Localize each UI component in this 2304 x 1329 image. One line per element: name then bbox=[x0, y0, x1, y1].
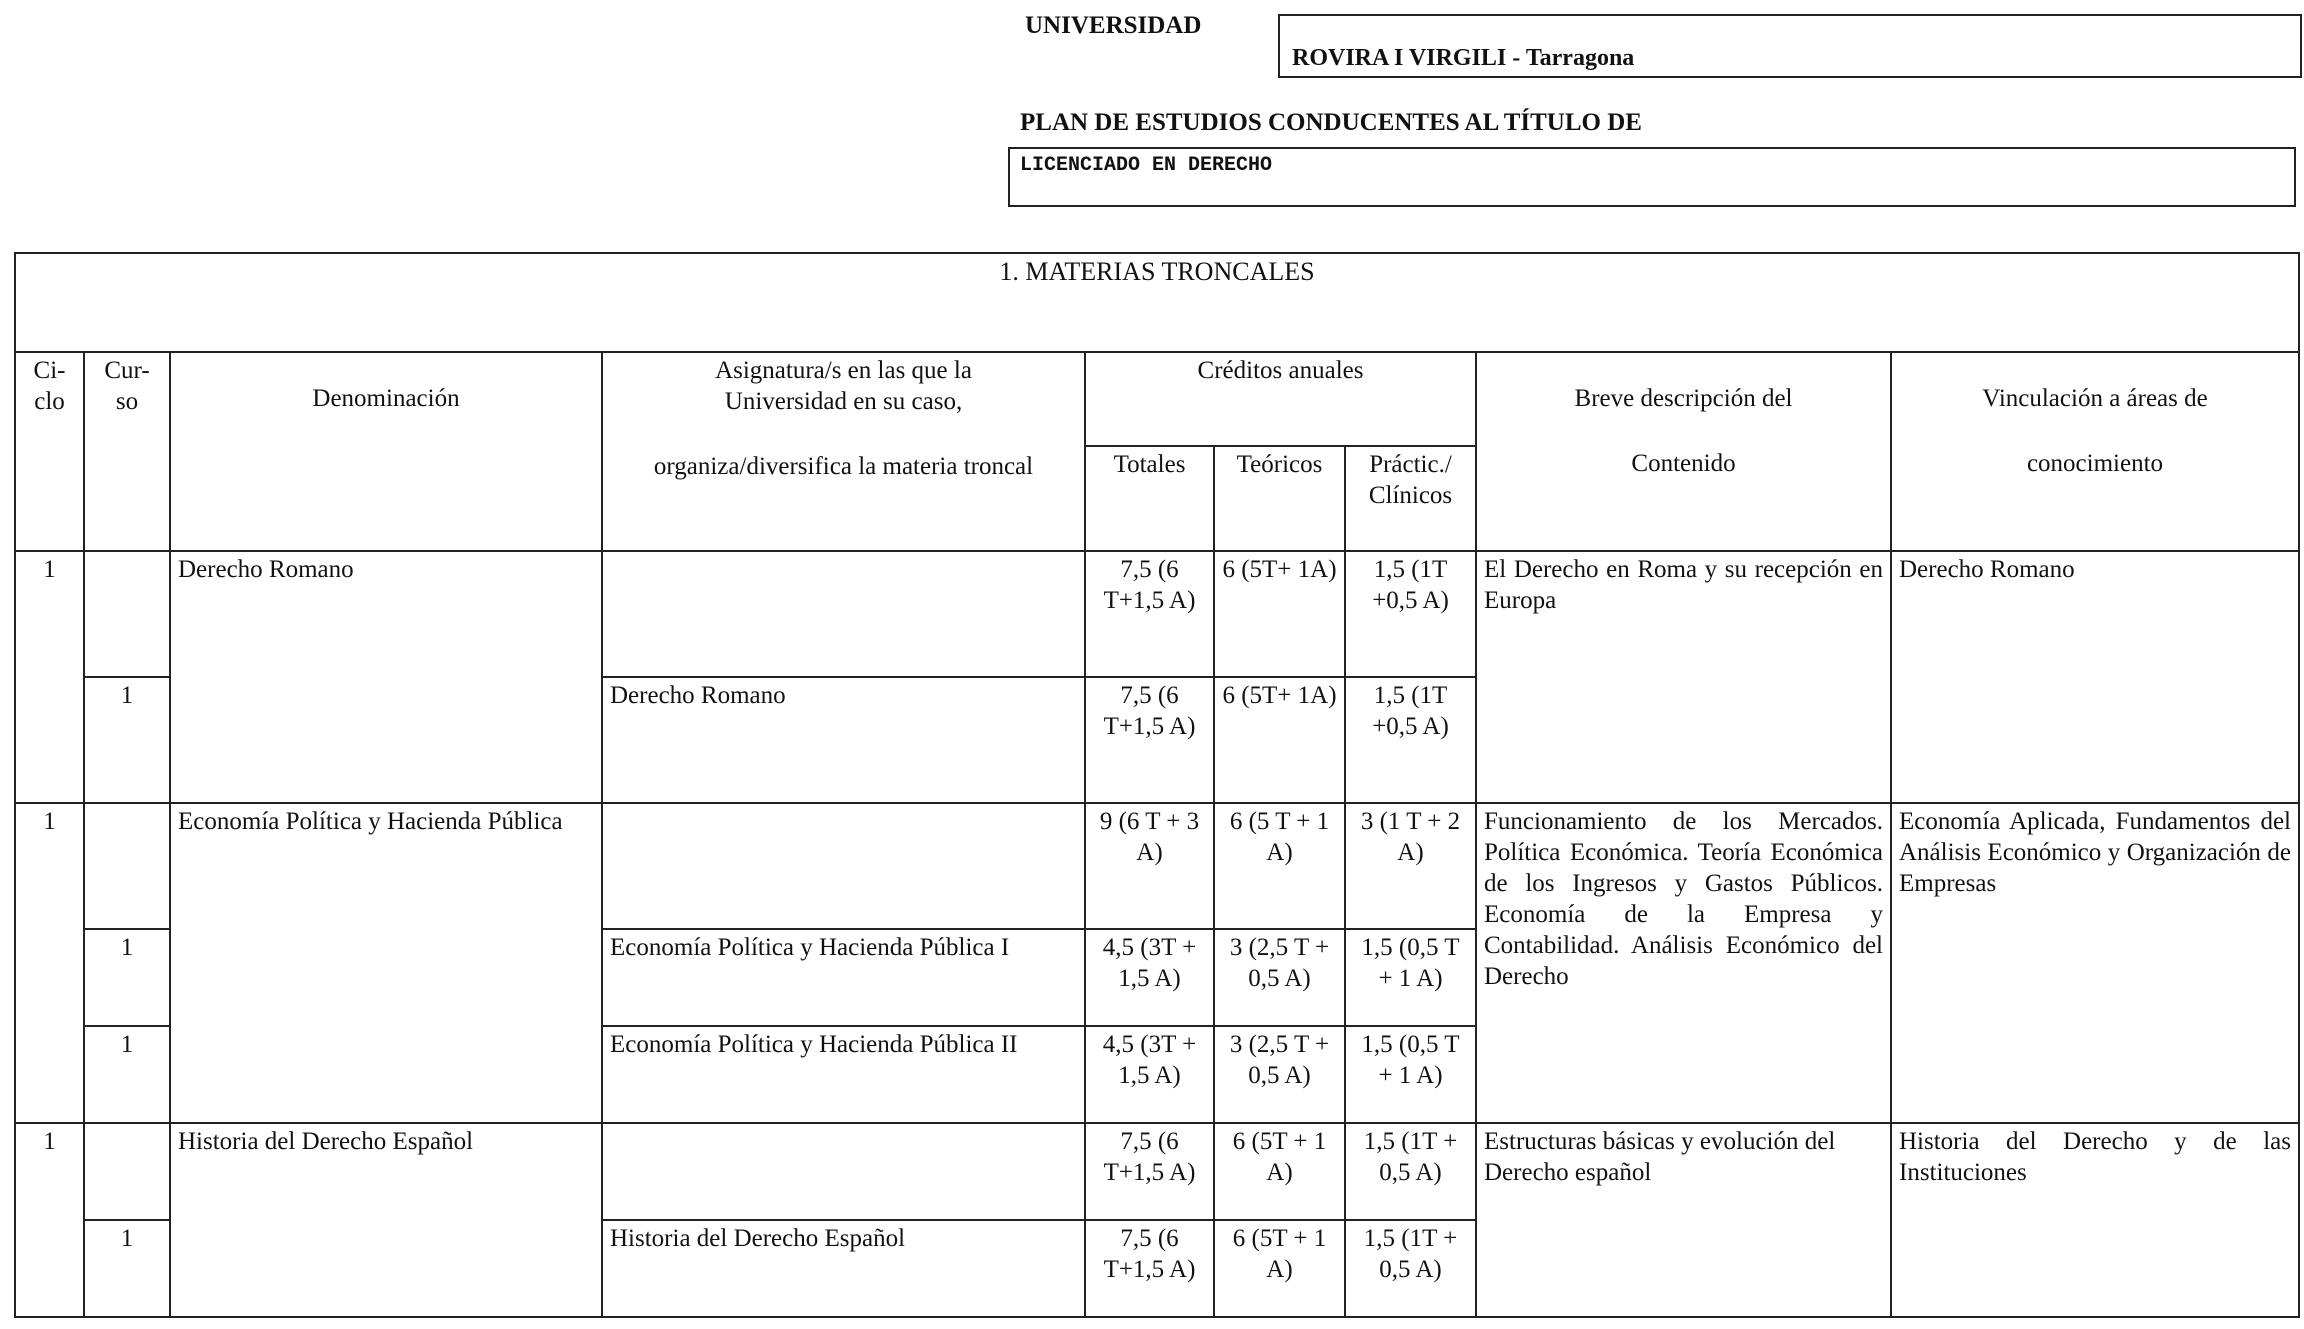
universidad-label: UNIVERSIDAD bbox=[1025, 12, 1202, 39]
denominacion-cell: Derecho Romano bbox=[170, 551, 602, 803]
materias-troncales-table bbox=[14, 252, 2300, 1318]
curso-cell: 1 bbox=[84, 677, 170, 803]
totales-cell: 4,5 (3T + 1,5 A) bbox=[1085, 1026, 1214, 1123]
totales-cell: 7,5 (6 T+1,5 A) bbox=[1085, 1123, 1214, 1220]
header-creditos: Créditos anuales bbox=[1085, 352, 1476, 446]
teoricos-cell: 6 (5 T + 1 A) bbox=[1214, 803, 1345, 929]
header-descripcion-line2: Contenido bbox=[1631, 450, 1736, 477]
ciclo-cell: 1 bbox=[15, 803, 84, 1123]
table-title: 1. MATERIAS TRONCALES bbox=[15, 253, 2299, 352]
header-denominacion: Denominación bbox=[170, 352, 602, 551]
titulo-value: LICENCIADO EN DERECHO bbox=[1020, 154, 1273, 177]
asignatura-cell bbox=[602, 803, 1085, 929]
asignatura-cell: Historia del Derecho Español bbox=[602, 1220, 1085, 1317]
header-teoricos: Teóricos bbox=[1214, 446, 1345, 551]
practicos-cell: 1,5 (1T +0,5 A) bbox=[1345, 677, 1476, 803]
header-practicos: Práctic./ Clínicos bbox=[1345, 446, 1476, 551]
curso-cell: 1 bbox=[84, 929, 170, 1026]
header-totales: Totales bbox=[1085, 446, 1214, 551]
asignatura-cell: Derecho Romano bbox=[602, 677, 1085, 803]
universidad-value: ROVIRA I VIRGILI - Tarragona bbox=[1292, 45, 1635, 71]
header-descripcion-line1: Breve descripción del bbox=[1574, 385, 1793, 412]
vinculacion-cell: Economía Aplicada, Fundamentos del Análisis Económico y Organización de Empresas bbox=[1891, 803, 2299, 1123]
teoricos-cell: 6 (5T + 1 A) bbox=[1214, 1220, 1345, 1317]
curso-cell: 1 bbox=[84, 1220, 170, 1317]
vinculacion-cell: Historia del Derecho y de las Instituciones bbox=[1891, 1123, 2299, 1317]
ciclo-cell: 1 bbox=[15, 551, 84, 803]
practicos-cell: 1,5 (1T + 0,5 A) bbox=[1345, 1123, 1476, 1220]
header-asignatura bbox=[602, 352, 1085, 551]
ciclo-cell: 1 bbox=[15, 1123, 84, 1317]
totales-cell: 9 (6 T + 3 A) bbox=[1085, 803, 1214, 929]
header-vinculacion-line1: Vinculación a áreas de bbox=[1982, 385, 2208, 412]
table-row bbox=[15, 1123, 2299, 1220]
descripcion-cell: Estructuras básicas y evolución del Derecho español bbox=[1476, 1123, 1891, 1317]
curso-cell: 1 bbox=[84, 1026, 170, 1123]
totales-cell: 4,5 (3T + 1,5 A) bbox=[1085, 929, 1214, 1026]
totales-cell: 7,5 (6 T+1,5 A) bbox=[1085, 551, 1214, 677]
header-vinculacion bbox=[1891, 352, 2299, 551]
teoricos-cell: 3 (2,5 T + 0,5 A) bbox=[1214, 929, 1345, 1026]
totales-cell: 7,5 (6 T+1,5 A) bbox=[1085, 677, 1214, 803]
curso-cell bbox=[84, 1123, 170, 1220]
teoricos-cell: 6 (5T+ 1A) bbox=[1214, 551, 1345, 677]
teoricos-cell: 6 (5T+ 1A) bbox=[1214, 677, 1345, 803]
table-row bbox=[15, 551, 2299, 677]
header-curso: Cur- so bbox=[84, 352, 170, 551]
practicos-cell: 1,5 (0,5 T + 1 A) bbox=[1345, 929, 1476, 1026]
header-ciclo: Ci- clo bbox=[15, 352, 84, 551]
table-row bbox=[15, 803, 2299, 929]
plan-label: PLAN DE ESTUDIOS CONDUCENTES AL TÍTULO DE bbox=[1020, 109, 1642, 136]
denominacion-cell: Economía Política y Hacienda Pública bbox=[170, 803, 602, 1123]
asignatura-cell bbox=[602, 1123, 1085, 1220]
descripcion-cell: El Derecho en Roma y su recepción en Europa bbox=[1476, 551, 1891, 803]
teoricos-cell: 6 (5T + 1 A) bbox=[1214, 1123, 1345, 1220]
header-descripcion bbox=[1476, 352, 1891, 551]
descripcion-cell: Funcionamiento de los Mercados. Política Económica. Teoría Económica de los Ingresos y Gastos Públicos. Economía de la Empresa y Contabilidad. Análisis Económico del Derecho bbox=[1476, 803, 1891, 1123]
asignatura-cell bbox=[602, 551, 1085, 677]
totales-cell: 7,5 (6 T+1,5 A) bbox=[1085, 1220, 1214, 1317]
header-asignatura-line2: organiza/diversifica la materia troncal bbox=[653, 453, 1034, 480]
teoricos-cell: 3 (2,5 T + 0,5 A) bbox=[1214, 1026, 1345, 1123]
practicos-cell: 1,5 (0,5 T + 1 A) bbox=[1345, 1026, 1476, 1123]
curso-cell bbox=[84, 803, 170, 929]
header-asignatura-line1: Asignatura/s en las que la Universidad en su caso, bbox=[715, 357, 972, 415]
titulo-box bbox=[1008, 147, 2296, 207]
asignatura-cell: Economía Política y Hacienda Pública I bbox=[602, 929, 1085, 1026]
practicos-cell: 3 (1 T + 2 A) bbox=[1345, 803, 1476, 929]
practicos-cell: 1,5 (1T + 0,5 A) bbox=[1345, 1220, 1476, 1317]
denominacion-cell: Historia del Derecho Español bbox=[170, 1123, 602, 1317]
asignatura-cell: Economía Política y Hacienda Pública II bbox=[602, 1026, 1085, 1123]
universidad-box bbox=[1278, 14, 2302, 78]
practicos-cell: 1,5 (1T +0,5 A) bbox=[1345, 551, 1476, 677]
header-vinculacion-line2: conocimiento bbox=[2026, 450, 2164, 477]
curso-cell bbox=[84, 551, 170, 677]
vinculacion-cell: Derecho Romano bbox=[1891, 551, 2299, 803]
